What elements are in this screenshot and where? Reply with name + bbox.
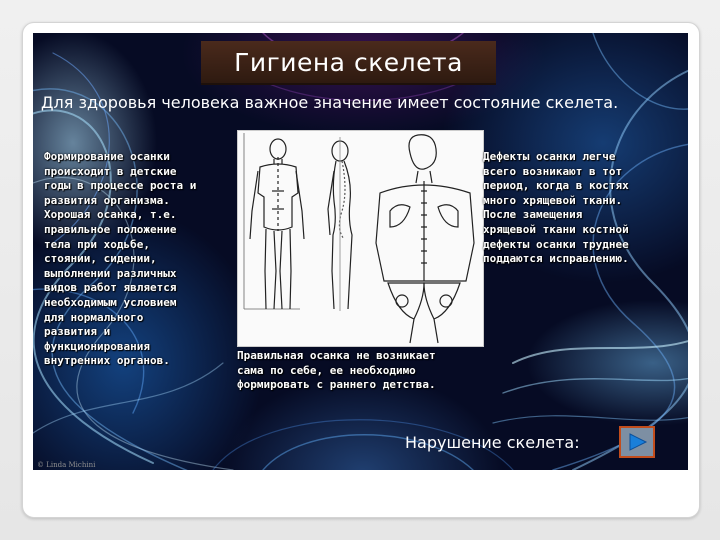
posture-illustration	[237, 130, 484, 347]
posture-formation-text: Формирование осанки происходит в детские годы в процессе роста и развития организма. Хорошая осанка, т.е. правильное положение тела при ходьбе, стоянии, сидении, выполнении различных видов работ является необходимым условием для нормального развития и функционирования внутренних органов.	[44, 150, 197, 368]
slide-title: Гигиена скелета	[234, 47, 463, 77]
slide-canvas	[33, 33, 688, 470]
title-bar	[201, 41, 496, 85]
posture-caption-text: Правильная осанка не возникает сама по себе, ее необходимо формировать с раннего детства.	[237, 349, 436, 392]
skeleton-posture-drawing	[238, 131, 483, 346]
slide-subtitle: Для здоровья человека важное значение имеет состояние скелета.	[41, 93, 619, 112]
copyright-text: © Linda Michini	[37, 461, 96, 469]
arrow-right-icon	[627, 432, 649, 452]
skeleton-violation-label: Нарушение скелета:	[405, 433, 580, 452]
posture-defects-text: Дефекты осанки легче всего возникают в тот период, когда в костях много хрящевой ткани. После замещения хрящевой ткани костной дефекты осанки труднее поддаются исправлению.	[483, 150, 629, 266]
next-slide-button[interactable]	[619, 426, 655, 458]
